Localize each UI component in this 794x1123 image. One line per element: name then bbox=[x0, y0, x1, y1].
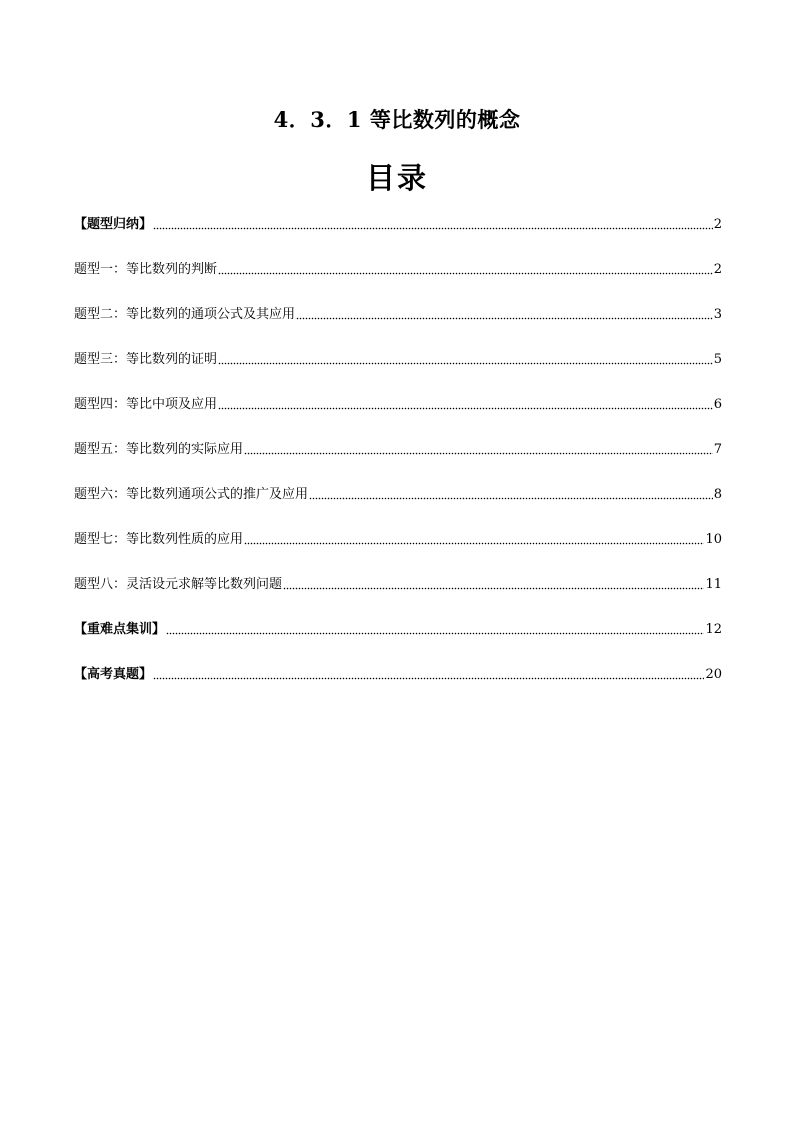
toc-entry-label: 题型五：等比数列的实际应用 bbox=[74, 442, 244, 457]
toc-entry-page: 3 bbox=[713, 307, 722, 322]
dot-leader bbox=[283, 587, 704, 590]
toc-entry-label: 题型三：等比数列的证明 bbox=[74, 352, 218, 367]
toc-entry-type-2[interactable] bbox=[74, 306, 722, 351]
toc-entry-label: 题型二：等比数列的通项公式及其应用 bbox=[74, 307, 296, 322]
toc-entry-type-7[interactable] bbox=[74, 531, 722, 576]
toc-entry-label: 题型四：等比中项及应用 bbox=[74, 397, 218, 412]
toc-entry-label: 【高考真题】 bbox=[74, 667, 153, 682]
dot-leader bbox=[218, 407, 713, 410]
toc-entry-summary[interactable] bbox=[74, 216, 722, 261]
toc-entry-type-4[interactable] bbox=[74, 396, 722, 441]
toc-entry-type-8[interactable] bbox=[74, 576, 722, 621]
toc-entry-key-training[interactable] bbox=[74, 621, 722, 666]
toc-entry-page: 5 bbox=[713, 352, 722, 367]
toc-entry-page: 20 bbox=[705, 667, 722, 682]
table-of-contents bbox=[74, 216, 722, 711]
dot-leader bbox=[218, 272, 713, 275]
dot-leader bbox=[309, 497, 713, 500]
toc-entry-type-5[interactable] bbox=[74, 441, 722, 486]
toc-entry-type-6[interactable] bbox=[74, 486, 722, 531]
dot-leader bbox=[166, 632, 704, 635]
toc-entry-page: 11 bbox=[705, 577, 722, 592]
document-title: 4．3．1 等比数列的概念 bbox=[273, 107, 521, 132]
toc-entry-page: 6 bbox=[713, 397, 722, 412]
toc-entry-label: 题型七：等比数列性质的应用 bbox=[74, 532, 244, 547]
toc-entry-page: 7 bbox=[713, 442, 722, 457]
toc-entry-page: 2 bbox=[713, 217, 722, 232]
dot-leader bbox=[244, 542, 704, 545]
dot-leader bbox=[153, 227, 713, 230]
toc-heading: 目录 bbox=[365, 161, 428, 195]
dot-leader bbox=[244, 452, 713, 455]
toc-entry-label: 题型六：等比数列通项公式的推广及应用 bbox=[74, 487, 309, 502]
dot-leader bbox=[296, 317, 713, 320]
toc-entry-page: 12 bbox=[705, 622, 722, 637]
toc-entry-type-1[interactable] bbox=[74, 261, 722, 306]
toc-entry-page: 10 bbox=[705, 532, 722, 547]
toc-entry-label: 题型八：灵活设元求解等比数列问题 bbox=[74, 577, 283, 592]
toc-entry-type-3[interactable] bbox=[74, 351, 722, 396]
toc-entry-label: 【题型归纳】 bbox=[74, 217, 153, 232]
dot-leader bbox=[153, 677, 704, 680]
toc-entry-page: 2 bbox=[713, 262, 722, 277]
toc-entry-exam-questions[interactable] bbox=[74, 666, 722, 711]
toc-entry-label: 【重难点集训】 bbox=[74, 622, 166, 637]
dot-leader bbox=[218, 362, 713, 365]
toc-entry-page: 8 bbox=[713, 487, 722, 502]
toc-entry-label: 题型一：等比数列的判断 bbox=[74, 262, 218, 277]
